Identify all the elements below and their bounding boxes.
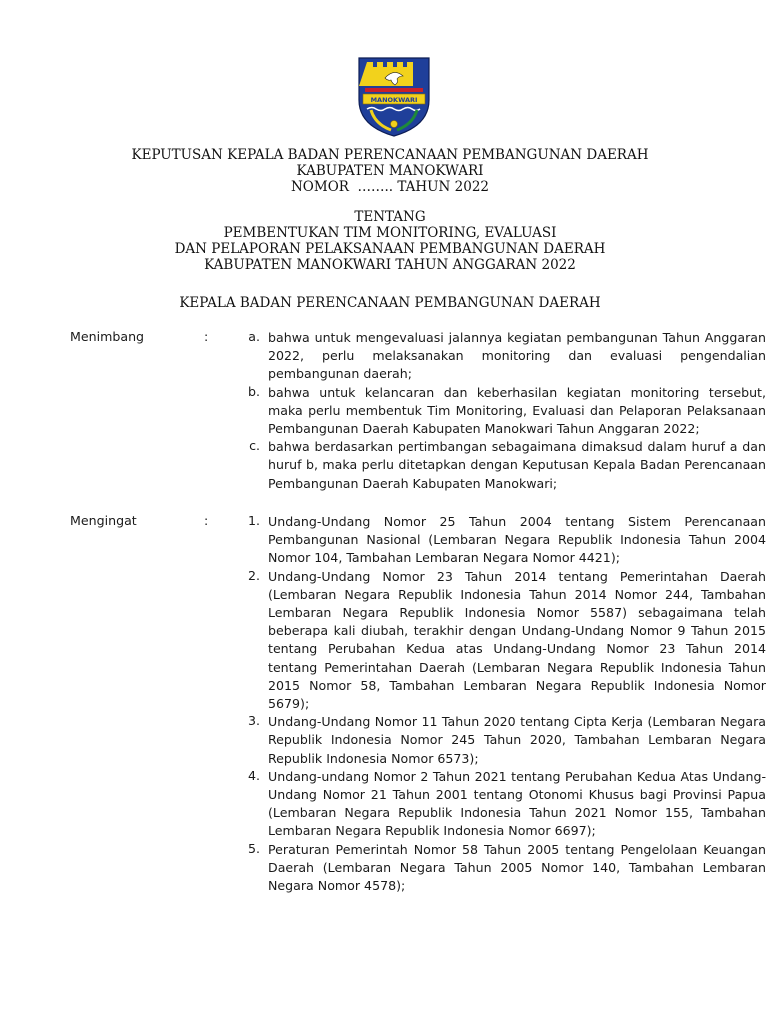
header-title-line1: KEPUTUSAN KEPALA BADAN PERENCANAAN PEMBANGUNAN DAERAH <box>131 147 649 163</box>
list-item <box>238 568 766 714</box>
list-text: bahwa untuk mengevaluasi jalannya kegiatan pembangunan Tahun Anggaran 2022, perlu melaksanakan monitoring dan evaluasi pengendalian pembangunan daerah; <box>268 330 766 382</box>
mengingat-label: Mengingat <box>70 513 137 528</box>
list-item <box>238 384 766 439</box>
list-item <box>238 768 766 841</box>
emblem-stripe <box>365 88 423 92</box>
header-subject-line3: KABUPATEN MANOKWARI TAHUN ANGGARAN 2022 <box>204 257 576 273</box>
list-marker: b. <box>248 383 260 399</box>
list-marker: c. <box>249 438 260 454</box>
header-decree-number: NOMOR …….. TAHUN 2022 <box>290 179 490 195</box>
document-header <box>60 147 720 311</box>
list-marker: 1. <box>247 513 260 528</box>
list-marker: 2. <box>247 567 260 583</box>
menimbang-colon: : <box>204 329 209 344</box>
list-item <box>238 841 766 896</box>
menimbang-label: Menimbang <box>70 329 145 344</box>
mengingat-colon: : <box>204 513 209 528</box>
header-issuer: KEPALA BADAN PERENCANAAN PEMBANGUNAN DAERAH <box>179 295 601 311</box>
emblem-center-dot <box>391 121 398 128</box>
list-text: bahwa untuk kelancaran dan keberhasilan kegiatan monitoring tersebut, maka perlu membentuk Tim Monitoring, Evaluasi dan Pelaporan Pelaksanaan Pembangunan Daerah Kabupaten Manokwari Tahun Anggaran 2022; <box>268 384 766 437</box>
mengingat-list <box>238 513 766 895</box>
list-item <box>238 329 766 384</box>
list-marker: a. <box>248 329 260 344</box>
list-text: Peraturan Pemerintah Nomor 58 Tahun 2005 tentang Pengelolaan Keuangan Daerah (Lembaran Negara Tahun 2005 Nomor 140, Tambahan Lembaran Negara Nomor 4578); <box>268 841 766 894</box>
manokwari-emblem <box>355 52 433 138</box>
header-subject-line1: PEMBENTUKAN TIM MONITORING, EVALUASI <box>223 225 557 241</box>
list-text: Undang-Undang Nomor 25 Tahun 2004 tentang Sistem Perencanaan Pembangunan Nasional (Lembaran Negara Republik Indonesia Tahun 2004 Nomor 104, Tambahan Lembaran Negara Nomor 4421); <box>268 514 766 566</box>
header-title-line2: KABUPATEN MANOKWARI <box>296 163 484 179</box>
list-text: Undang-undang Nomor 2 Tahun 2021 tentang Perubahan Kedua Atas Undang-Undang Nomor 21 Tahun 2001 tentang Otonomi Khusus bagi Provinsi Papua (Lembaran Negara Republik Indonesia Tahun 2021 Nomor 155, Tambahan Lembaran Negara Republik Indonesia Nomor 6697); <box>268 768 766 839</box>
header-subject-line2: DAN PELAPORAN PELAKSANAAN PEMBANGUNAN DAERAH <box>174 241 606 257</box>
list-text: Undang-Undang Nomor 11 Tahun 2020 tentang Cipta Kerja (Lembaran Negara Republik Indonesia Nomor 245 Tahun 2020, Tambahan Lembaran Negara Republik Indonesia Nomor 6573); <box>268 714 766 766</box>
list-item <box>238 713 766 768</box>
list-text: Undang-Undang Nomor 23 Tahun 2014 tentang Pemerintahan Daerah (Lembaran Negara Republik Indonesia Tahun 2014 Nomor 244, Tambahan Lembaran Negara Republik Indonesia Nomor 5587) sebagaimana telah beberapa kali diubah, terakhir dengan Undang-Undang Nomor 9 Tahun 2015 tentang Perubahan Kedua atas Undang-Undang Nomor 23 Tahun 2014 tentang Pemerintahan Daerah (Lembaran Negara Republik Indonesia Tahun 2015 Nomor 58, Tambahan Lembaran Negara Republik Indonesia Nomor 5679); <box>268 568 766 712</box>
list-text: bahwa berdasarkan pertimbangan sebagaimana dimaksud dalam huruf a dan huruf b, maka perlu ditetapkan dengan Keputusan Kepala Badan Perencanaan Pembangunan Daerah Kabupaten Manokwari; <box>268 439 766 491</box>
list-marker: 4. <box>247 767 260 783</box>
menimbang-list <box>238 329 766 493</box>
list-marker: 3. <box>247 713 260 729</box>
list-marker: 5. <box>247 840 260 856</box>
list-item <box>238 438 766 493</box>
list-item <box>238 513 766 568</box>
emblem-banner-text: MANOKWARI <box>370 96 418 104</box>
header-tentang: TENTANG <box>354 209 426 225</box>
